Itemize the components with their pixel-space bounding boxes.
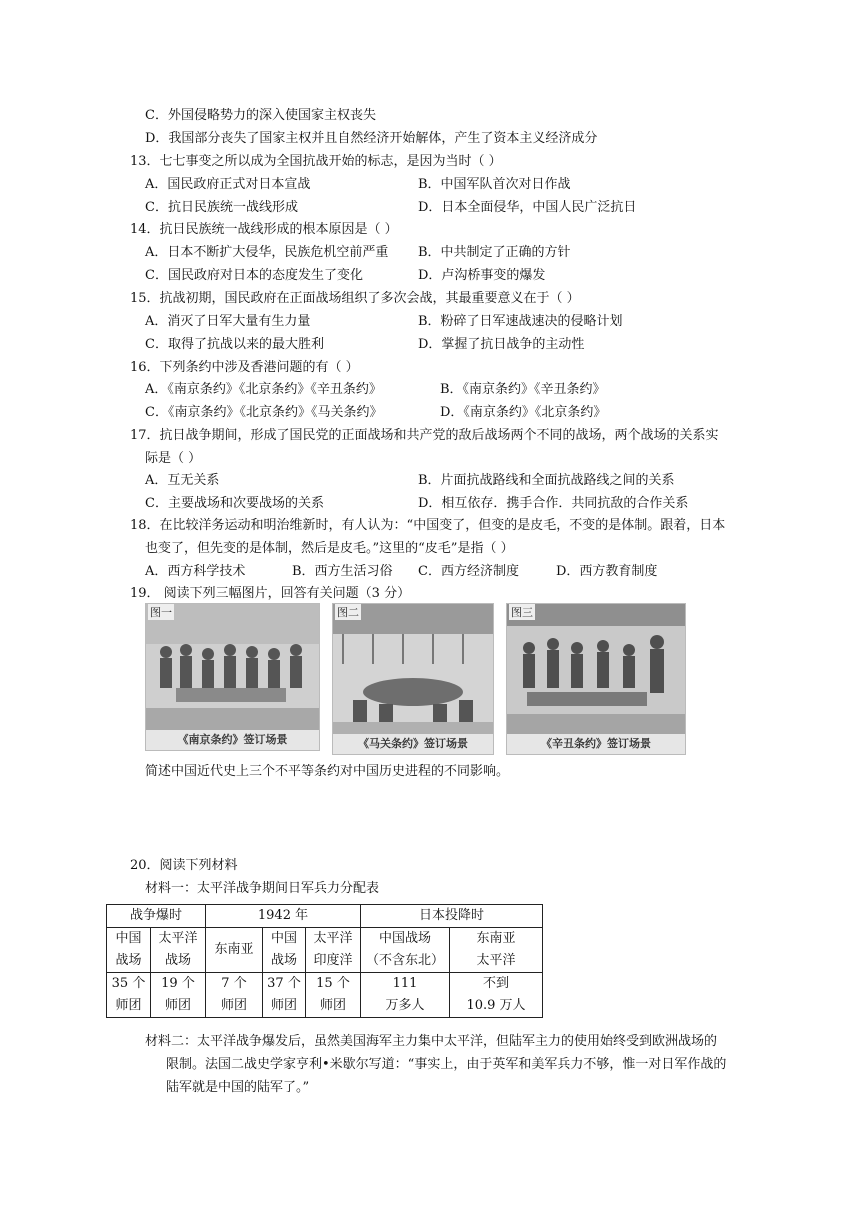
q16-option-b: B．《南京条约》《辛丑条约》 [440,382,606,397]
q17-stem-line2: 际是（ ） [145,451,202,466]
cell-value [151,973,206,1018]
figure-2-photo [332,603,494,755]
header-line: 太平洋 [313,931,353,946]
q14-option-a: A．日本不断扩大侵华，民族危机空前严重 [145,245,389,260]
q12-option-c: C．外国侵略势力的深入使国家主权丧失 [145,108,376,123]
figure-3-image [507,604,685,734]
cell-line: 师团 [270,998,297,1013]
material-2-line2: 限制。法国二战史学家亨利•米歇尔写道：“事实上，由于英军和美军兵力不够，惟一对日军作战的 [166,1057,727,1072]
cell-line: 111 [392,976,418,991]
cell-value [306,973,361,1018]
header-line: 中国战场 [378,931,431,946]
col-pacific-1 [151,928,206,973]
q17-stem-line1: 17．抗日战争期间，形成了国民党的正面战场和共产党的敌后战场两个不同的战场，两个战场的关系实 [130,428,719,443]
material-2-line1: 材料二：太平洋战争爆发后，虽然美国海军主力集中太平洋，但陆军主力的使用始终受到欧洲战场的 [145,1034,718,1049]
q17-option-d: D．相互依存．携手合作．共同抗敌的合作关系 [418,496,689,511]
q18-option-c: C．西方经济制度 [418,564,519,579]
cell-value [206,973,263,1018]
cell-line: 37 个 [267,976,301,991]
cell-line: 师团 [164,998,191,1013]
header-line: （不含东北） [365,953,444,968]
q18-stem-line1: 18．在比较洋务运动和明治维新时，有人认为：“中国变了，但变的是皮毛，不变的是体制。跟着，日本 [130,518,726,533]
q16-option-a: A．《南京条约》《北京条约》《辛丑条约》 [145,382,382,397]
q13-option-b: B．中国军队首次对日作战 [418,177,571,192]
cell-value [361,973,450,1018]
header-line: 战场 [115,953,142,968]
q15-option-b: B．粉碎了日军速战速决的侵略计划 [418,314,623,329]
q16-option-c: C．《南京条约》《北京条约》《马关条约》 [145,405,383,420]
figure-1-caption: 《南京条约》签订场景 [146,730,319,750]
q18-option-d: D．西方教育制度 [556,564,658,579]
q16-option-d: D．《南京条约》《北京条约》 [440,405,607,420]
cell-value [450,973,543,1018]
figure-3-tag: 图三 [511,606,533,619]
header-line: 东南亚 [214,942,254,957]
header-line: 战场 [270,953,297,968]
q13-stem: 13．七七事变之所以成为全国抗战开始的标志，是因为当时（ ） [130,154,502,169]
q17-option-c: C．主要战场和次要战场的关系 [145,496,324,511]
figure-2-tag: 图二 [337,606,359,619]
q14-option-c: C．国民政府对日本的态度发生了变化 [145,268,363,283]
q19-prompt: 简述中国近代史上三个不平等条约对中国历史进程的不同影响。 [145,764,510,779]
q13-option-c: C．抗日民族统一战线形成 [145,200,298,215]
q12-option-d: D．我国部分丧失了国家主权并且自然经济开始解体，产生了资本主义经济成分 [145,131,598,146]
q14-stem: 14．抗日民族统一战线形成的根本原因是（ ） [130,222,398,237]
q15-stem: 15．抗战初期，国民政府在正面战场组织了多次会战，其最重要意义在于（ ） [130,291,580,306]
q14-option-d: D．卢沟桥事变的爆发 [418,268,546,283]
cell-line: 师团 [220,998,247,1013]
q17-option-b: B．片面抗战路线和全面抗战路线之间的关系 [418,473,675,488]
col-china-3 [361,928,450,973]
q13-option-a: A．国民政府正式对日本宣战 [145,177,311,192]
q18-stem-line2: 也变了，但先变的是体制，然后是皮毛。”这里的“皮毛”是指（ ） [145,541,514,556]
q15-option-c: C．取得了抗战以来的最大胜利 [145,337,324,352]
header-line: 战场 [164,953,191,968]
figure-3-caption: 《辛丑条约》签订场景 [507,734,685,754]
header-line: 太平洋 [158,931,198,946]
cell-line: 35 个 [111,976,146,991]
figure-2-image [333,604,493,734]
q15-option-d: D．掌握了抗日战争的主动性 [418,337,585,352]
cell-line: 15 个 [316,976,350,991]
q18-option-a: A．西方科学技术 [145,564,246,579]
material-1-title: 材料一：太平洋战争期间日军兵力分配表 [145,881,380,896]
header-line: 印度洋 [313,953,353,968]
table-row [107,973,543,1018]
cell-line: 师团 [115,998,142,1013]
q17-option-a: A．互无关系 [145,473,220,488]
cell-line: 7 个 [221,976,247,991]
q16-stem: 16．下列条约中涉及香港问题的有（ ） [130,360,359,375]
group-1942: 1942 年 [206,905,361,928]
header-line: 太平洋 [476,953,516,968]
figure-3-photo [506,603,686,755]
cell-line: 万多人 [385,998,425,1013]
cell-line: 师团 [319,998,346,1013]
header-line: 东南亚 [476,931,516,946]
material-2-line3: 陆军就是中国的陆军了。” [166,1080,310,1095]
q20-stem: 20．阅读下列材料 [130,858,238,873]
cell-line: 10.9 万人 [466,998,526,1013]
header-line: 中国 [270,931,297,946]
cell-value [107,973,151,1018]
q13-option-d: D．日本全面侵华，中国人民广泛抗日 [418,200,637,215]
header-line: 中国 [115,931,142,946]
figure-1-tag: 图一 [150,606,172,619]
figure-1-image [146,604,319,730]
q18-option-b: B．西方生活习俗 [292,564,393,579]
col-china-1 [107,928,151,973]
table-header-row [107,928,543,973]
q19-stem: 19． 阅读下列三幅图片，回答有关问题（3 分） [130,586,411,601]
col-southeast-asia [206,928,263,973]
q14-option-b: B．中共制定了正确的方针 [418,245,571,260]
col-sea-pacific [450,928,543,973]
q15-option-a: A．消灭了日军大量有生力量 [145,314,311,329]
group-war-outbreak: 战争爆时 [107,905,206,928]
cell-line: 不到 [482,976,509,991]
table-group-row [107,905,543,928]
figure-2-caption: 《马关条约》签订场景 [333,734,493,754]
troop-distribution-table [106,904,543,1018]
cell-value [263,973,306,1018]
figure-1-photo [145,603,320,751]
col-china-2 [263,928,306,973]
col-pacific-indian [306,928,361,973]
group-japan-surrender: 日本投降时 [361,905,543,928]
cell-line: 19 个 [161,976,195,991]
